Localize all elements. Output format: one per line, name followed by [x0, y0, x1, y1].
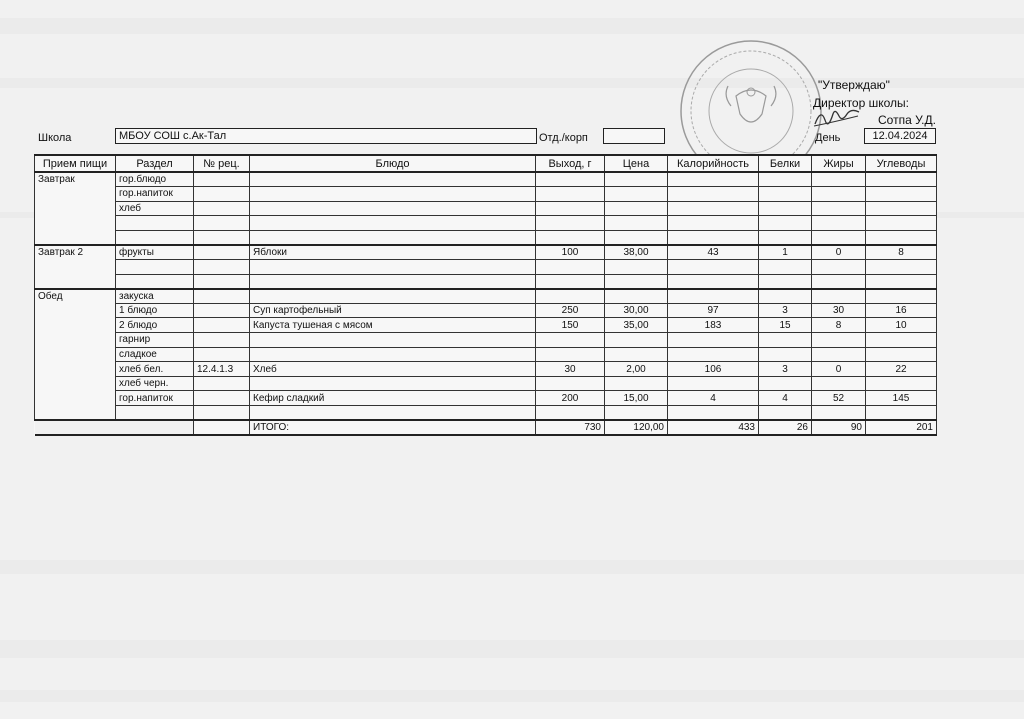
cell-section: [116, 406, 194, 421]
cell-prot: 1: [759, 245, 812, 260]
cell-meal: [35, 201, 116, 216]
cell-dish: [250, 172, 536, 187]
column-header: № рец.: [194, 155, 250, 172]
cell-dish: [250, 260, 536, 275]
total-label: ИТОГО:: [250, 420, 536, 435]
cell-prot: [759, 172, 812, 187]
cell-prot: [759, 406, 812, 421]
cell-out: 100: [536, 245, 605, 260]
cell-cal: 97: [668, 303, 759, 318]
cell-cal: [668, 260, 759, 275]
column-header: Белки: [759, 155, 812, 172]
cell-meal: [35, 260, 116, 275]
cell-carb: 16: [866, 303, 937, 318]
cell-price: 2,00: [605, 362, 668, 377]
cell-price: 30,00: [605, 303, 668, 318]
table-row: [35, 245, 937, 260]
cell-fat: [812, 347, 866, 362]
cell-prot: [759, 274, 812, 289]
cell-section: фрукты: [116, 245, 194, 260]
cell-meal: [35, 216, 116, 231]
cell-dish: [250, 274, 536, 289]
cell-meal: Завтрак: [35, 172, 116, 187]
cell-meal: [35, 230, 116, 245]
cell-section: сладкое: [116, 347, 194, 362]
cell-fat: 8: [812, 318, 866, 333]
cell-rec: [194, 318, 250, 333]
cell-prot: 3: [759, 362, 812, 377]
column-header: Калорийность: [668, 155, 759, 172]
cell-fat: [812, 187, 866, 202]
cell-dish: Суп картофельный: [250, 303, 536, 318]
cell-price: [605, 201, 668, 216]
total-spacer: [116, 420, 194, 435]
cell-section: 2 блюдо: [116, 318, 194, 333]
cell-section: хлеб черн.: [116, 376, 194, 391]
table-row: [35, 216, 937, 231]
cell-price: [605, 230, 668, 245]
cell-rec: [194, 406, 250, 421]
cell-rec: [194, 201, 250, 216]
cell-meal: [35, 376, 116, 391]
cell-price: [605, 289, 668, 304]
director-name: Сотпа У.Д.: [878, 113, 936, 127]
cell-dish: [250, 230, 536, 245]
cell-carb: [866, 274, 937, 289]
school-label: Школа: [38, 132, 72, 144]
cell-section: гор.напиток: [116, 391, 194, 406]
cell-cal: [668, 333, 759, 348]
cell-price: [605, 187, 668, 202]
cell-rec: [194, 187, 250, 202]
cell-cal: [668, 187, 759, 202]
cell-fat: [812, 230, 866, 245]
cell-carb: 10: [866, 318, 937, 333]
column-header: Блюдо: [250, 155, 536, 172]
cell-prot: [759, 333, 812, 348]
cell-carb: [866, 333, 937, 348]
cell-prot: 15: [759, 318, 812, 333]
cell-meal: [35, 333, 116, 348]
cell-cal: 4: [668, 391, 759, 406]
cell-out: [536, 172, 605, 187]
cell-price: [605, 376, 668, 391]
column-header: Прием пищи: [35, 155, 116, 172]
table-row: [35, 318, 937, 333]
cell-fat: 0: [812, 245, 866, 260]
cell-out: [536, 201, 605, 216]
director-signature: [812, 104, 862, 130]
cell-cal: [668, 216, 759, 231]
cell-meal: Обед: [35, 289, 116, 304]
cell-out: [536, 376, 605, 391]
cell-cal: 106: [668, 362, 759, 377]
cell-dish: Кефир сладкий: [250, 391, 536, 406]
cell-out: [536, 260, 605, 275]
total-spacer: [35, 420, 116, 435]
cell-meal: [35, 187, 116, 202]
column-header: Жиры: [812, 155, 866, 172]
table-row: [35, 391, 937, 406]
table-row: [35, 230, 937, 245]
cell-price: [605, 216, 668, 231]
cell-price: [605, 260, 668, 275]
scan-band: [0, 18, 1024, 34]
cell-price: [605, 347, 668, 362]
cell-rec: [194, 172, 250, 187]
cell-carb: [866, 201, 937, 216]
cell-cal: [668, 274, 759, 289]
cell-price: [605, 274, 668, 289]
cell-rec: [194, 289, 250, 304]
cell-prot: [759, 376, 812, 391]
cell-carb: [866, 187, 937, 202]
cell-section: гарнир: [116, 333, 194, 348]
table-row: [35, 406, 937, 421]
cell-rec: [194, 376, 250, 391]
cell-out: 150: [536, 318, 605, 333]
cell-fat: [812, 274, 866, 289]
table-row: [35, 172, 937, 187]
table-row: [35, 260, 937, 275]
table-row: [35, 303, 937, 318]
cell-meal: [35, 274, 116, 289]
cell-carb: [866, 347, 937, 362]
cell-rec: [194, 216, 250, 231]
cell-carb: [866, 260, 937, 275]
cell-carb: [866, 406, 937, 421]
cell-dish: [250, 333, 536, 348]
column-header: Углеводы: [866, 155, 937, 172]
table-row: [35, 187, 937, 202]
cell-cal: [668, 172, 759, 187]
cell-price: [605, 333, 668, 348]
cell-price: [605, 172, 668, 187]
cell-section: гор.блюдо: [116, 172, 194, 187]
cell-prot: 4: [759, 391, 812, 406]
cell-prot: [759, 201, 812, 216]
cell-meal: [35, 391, 116, 406]
table-header-row: [35, 155, 937, 172]
cell-rec: [194, 391, 250, 406]
cell-prot: 3: [759, 303, 812, 318]
cell-rec: [194, 274, 250, 289]
cell-dish: [250, 187, 536, 202]
cell-rec: [194, 230, 250, 245]
cell-meal: [35, 303, 116, 318]
cell-section: 1 блюдо: [116, 303, 194, 318]
menu-table: [34, 154, 937, 436]
cell-cal: [668, 347, 759, 362]
table-row: [35, 274, 937, 289]
cell-price: [605, 406, 668, 421]
cell-dish: [250, 289, 536, 304]
scan-band: [0, 690, 1024, 702]
cell-fat: [812, 333, 866, 348]
cell-cal: [668, 376, 759, 391]
cell-price: 38,00: [605, 245, 668, 260]
cell-section: [116, 274, 194, 289]
cell-out: 250: [536, 303, 605, 318]
cell-carb: [866, 216, 937, 231]
dept-field: [603, 128, 665, 144]
dept-label: Отд./корп: [539, 132, 588, 144]
school-field: МБОУ СОШ с.Ак-Тал: [115, 128, 537, 144]
cell-fat: [812, 260, 866, 275]
cell-fat: 52: [812, 391, 866, 406]
cell-cal: 183: [668, 318, 759, 333]
cell-carb: [866, 289, 937, 304]
cell-section: хлеб бел.: [116, 362, 194, 377]
cell-section: гор.напиток: [116, 187, 194, 202]
cell-fat: 0: [812, 362, 866, 377]
cell-prot: [759, 347, 812, 362]
table-row: [35, 362, 937, 377]
cell-price: 15,00: [605, 391, 668, 406]
cell-meal: Завтрак 2: [35, 245, 116, 260]
cell-fat: [812, 376, 866, 391]
cell-fat: [812, 406, 866, 421]
total-empty-cell: [194, 420, 250, 435]
cell-prot: [759, 289, 812, 304]
cell-out: [536, 333, 605, 348]
cell-cal: [668, 201, 759, 216]
total-carb: 201: [866, 420, 937, 435]
cell-out: [536, 406, 605, 421]
scan-band: [0, 640, 1024, 658]
total-row: [35, 420, 937, 435]
cell-out: 200: [536, 391, 605, 406]
cell-section: [116, 216, 194, 231]
cell-fat: [812, 216, 866, 231]
cell-carb: 8: [866, 245, 937, 260]
cell-dish: Хлеб: [250, 362, 536, 377]
column-header: Раздел: [116, 155, 194, 172]
cell-cal: 43: [668, 245, 759, 260]
table-row: [35, 289, 937, 304]
table-row: [35, 347, 937, 362]
cell-fat: [812, 172, 866, 187]
cell-section: хлеб: [116, 201, 194, 216]
cell-rec: [194, 245, 250, 260]
cell-section: [116, 230, 194, 245]
cell-out: [536, 347, 605, 362]
cell-out: [536, 274, 605, 289]
table-row: [35, 333, 937, 348]
cell-carb: [866, 230, 937, 245]
total-cal: 433: [668, 420, 759, 435]
cell-rec: [194, 347, 250, 362]
column-header: Цена: [605, 155, 668, 172]
day-field: 12.04.2024: [864, 128, 936, 144]
cell-out: [536, 216, 605, 231]
cell-carb: 22: [866, 362, 937, 377]
cell-rec: [194, 303, 250, 318]
cell-out: [536, 230, 605, 245]
cell-meal: [35, 406, 116, 421]
cell-prot: [759, 230, 812, 245]
cell-meal: [35, 362, 116, 377]
cell-dish: Капуста тушеная с мясом: [250, 318, 536, 333]
scan-band: [0, 560, 1024, 574]
cell-price: 35,00: [605, 318, 668, 333]
cell-cal: [668, 289, 759, 304]
cell-section: [116, 260, 194, 275]
cell-dish: [250, 406, 536, 421]
column-header: Выход, г: [536, 155, 605, 172]
cell-fat: [812, 201, 866, 216]
cell-out: 30: [536, 362, 605, 377]
cell-fat: 30: [812, 303, 866, 318]
cell-section: закуска: [116, 289, 194, 304]
cell-dish: [250, 347, 536, 362]
day-label: День: [815, 132, 841, 144]
cell-dish: [250, 376, 536, 391]
cell-prot: [759, 216, 812, 231]
total-price: 120,00: [605, 420, 668, 435]
table-row: [35, 376, 937, 391]
table-row: [35, 201, 937, 216]
cell-carb: [866, 172, 937, 187]
cell-rec: [194, 333, 250, 348]
cell-carb: [866, 376, 937, 391]
cell-prot: [759, 187, 812, 202]
cell-rec: [194, 260, 250, 275]
cell-rec: 12.4.1.3: [194, 362, 250, 377]
cell-cal: [668, 230, 759, 245]
cell-dish: Яблоки: [250, 245, 536, 260]
director-label: Директор школы:: [813, 96, 909, 110]
approval-title: "Утверждаю": [818, 78, 890, 92]
total-out: 730: [536, 420, 605, 435]
cell-meal: [35, 318, 116, 333]
cell-out: [536, 187, 605, 202]
cell-dish: [250, 216, 536, 231]
cell-meal: [35, 347, 116, 362]
cell-out: [536, 289, 605, 304]
total-prot: 26: [759, 420, 812, 435]
cell-cal: [668, 406, 759, 421]
cell-prot: [759, 260, 812, 275]
cell-fat: [812, 289, 866, 304]
cell-carb: 145: [866, 391, 937, 406]
total-fat: 90: [812, 420, 866, 435]
cell-dish: [250, 201, 536, 216]
